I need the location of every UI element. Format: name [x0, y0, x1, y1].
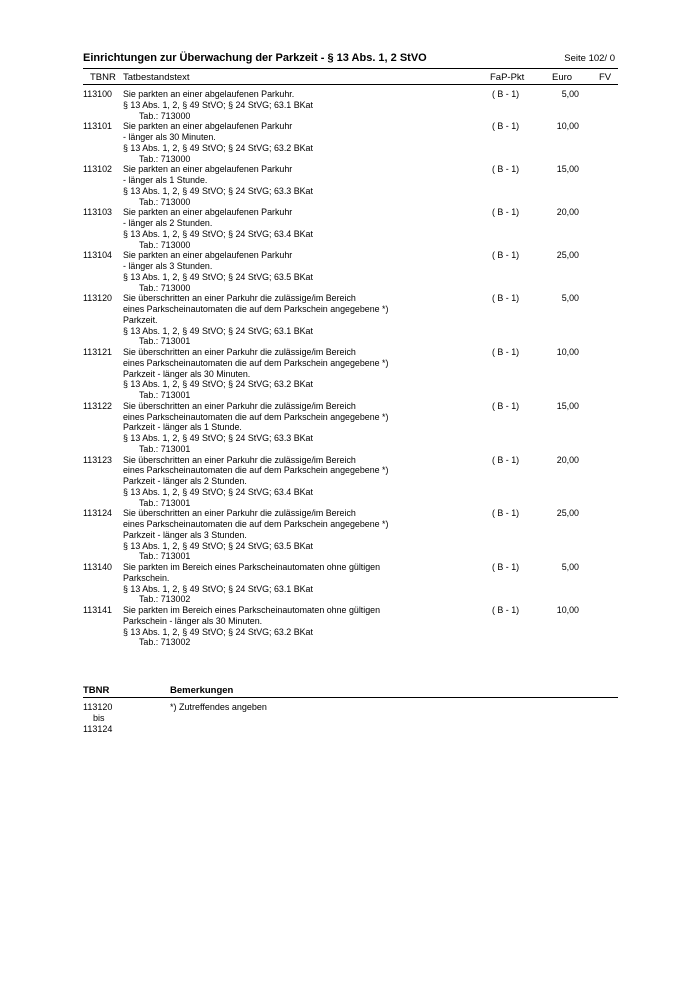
- entry-tbnr: 113121: [83, 347, 112, 357]
- column-header-fv: FV: [599, 72, 612, 83]
- entry-text-line: § 13 Abs. 1, 2, § 49 StVO; § 24 StVG; 63.5 BKat: [123, 540, 313, 551]
- entry-fap-points: ( B - 1): [492, 121, 520, 132]
- entry-text-line: Parkzeit - länger als 2 Stunden.: [123, 476, 247, 486]
- entry-text-line: Sie parkten im Bereich eines Parkscheinautomaten ohne gültigen: [123, 562, 381, 572]
- page-number: Seite 102/ 0: [564, 53, 615, 64]
- entry-text-line: Sie parkten an einer abgelaufenen Parkuhr: [123, 121, 293, 132]
- entry-row: [83, 293, 618, 347]
- entry-fap-points: ( B - 1): [492, 605, 520, 615]
- remarks-text: *) Zutreffendes angeben: [170, 702, 267, 712]
- entry-text: [123, 455, 618, 509]
- entry-row: [83, 347, 618, 401]
- entry-text-line: eines Parkscheinautomaten die auf dem Parkschein angegebene *): [123, 411, 389, 422]
- entry-tab: Tab.: 713002: [139, 594, 191, 605]
- entry-tab: Tab.: 713001: [139, 497, 191, 508]
- entry-text-line: Sie überschritten an einer Parkuhr die zulässige/im Bereich: [123, 293, 356, 304]
- entries-list: [83, 89, 618, 648]
- entry-text-line: - länger als 3 Stunden.: [123, 261, 213, 271]
- entry-text-line: - länger als 2 Stunden.: [123, 218, 213, 228]
- entry-text: [123, 562, 618, 605]
- entry-fap-points: ( B - 1): [492, 400, 520, 411]
- remarks-rule: [83, 697, 618, 698]
- entry-tbnr: 113122: [83, 400, 112, 411]
- entry-text-line: § 13 Abs. 1, 2, § 49 StVO; § 24 StVG; 63.1 BKat: [123, 325, 313, 336]
- entry-euro: 20,00: [556, 207, 579, 218]
- entry-euro: 10,00: [556, 605, 579, 615]
- column-header-fap: FaP-Pkt: [490, 72, 525, 83]
- column-header-text: Tatbestandstext: [123, 72, 190, 83]
- entry-tbnr: 113141: [83, 605, 112, 615]
- entry-tbnr: 113140: [83, 562, 112, 572]
- entry-text: [123, 164, 618, 207]
- entry-tab: Tab.: 713000: [139, 196, 191, 207]
- remarks-range: [83, 702, 112, 734]
- entry-euro: 10,00: [556, 347, 579, 357]
- entry-row: [83, 562, 618, 605]
- entry-row: [83, 89, 618, 121]
- entry-fap-points: ( B - 1): [492, 207, 520, 218]
- entry-text-line: Sie überschritten an einer Parkuhr die zulässige/im Bereich: [123, 347, 356, 357]
- entry-tbnr: 113103: [83, 207, 112, 218]
- entry-text-line: § 13 Abs. 1, 2, § 49 StVO; § 24 StVG; 63.4 BKat: [123, 486, 313, 497]
- header-rule-bottom: [83, 84, 618, 85]
- entry-fap-points: ( B - 1): [492, 508, 520, 519]
- entry-text-line: eines Parkscheinautomaten die auf dem Parkschein angegebene *): [123, 519, 389, 529]
- entry-row: [83, 455, 618, 509]
- entry-text-line: § 13 Abs. 1, 2, § 49 StVO; § 24 StVG; 63.5 BKat: [123, 271, 313, 282]
- page-title: Einrichtungen zur Überwachung der Parkzeit - § 13 Abs. 1, 2 StVO: [83, 52, 427, 64]
- entry-text: [123, 89, 618, 121]
- entry-text: [123, 401, 618, 455]
- entry-tbnr: 113123: [83, 454, 112, 465]
- remarks-header-tbnr: TBNR: [83, 685, 110, 696]
- entry-row: [83, 250, 618, 293]
- entry-text-line: § 13 Abs. 1, 2, § 49 StVO; § 24 StVG; 63.2 BKat: [123, 142, 313, 153]
- entry-euro: 5,00: [561, 89, 579, 99]
- entry-text-line: eines Parkscheinautomaten die auf dem Parkschein angegebene *): [123, 357, 389, 368]
- entry-tbnr: 113100: [83, 89, 112, 99]
- entry-text: [123, 347, 618, 401]
- entry-row: [83, 605, 618, 648]
- entry-fap-points: ( B - 1): [492, 562, 520, 572]
- entry-tab: Tab.: 713000: [139, 239, 191, 250]
- entry-text-line: Parkschein - länger als 30 Minuten.: [123, 615, 263, 626]
- entry-text: [123, 250, 618, 293]
- entry-text-line: Parkschein.: [123, 572, 170, 583]
- entry-row: [83, 207, 618, 250]
- entry-text-line: § 13 Abs. 1, 2, § 49 StVO; § 24 StVG; 63.2 BKat: [123, 626, 313, 637]
- entry-text-line: Sie überschritten an einer Parkuhr die zulässige/im Bereich: [123, 454, 356, 465]
- entry-text: [123, 207, 618, 250]
- entry-fap-points: ( B - 1): [492, 347, 520, 357]
- entry-euro: 25,00: [556, 508, 579, 519]
- entry-text-line: § 13 Abs. 1, 2, § 49 StVO; § 24 StVG; 63.1 BKat: [123, 99, 313, 110]
- entry-fap-points: ( B - 1): [492, 454, 520, 465]
- entry-euro: 15,00: [556, 164, 579, 175]
- entry-text-line: § 13 Abs. 1, 2, § 49 StVO; § 24 StVG; 63.3 BKat: [123, 185, 313, 196]
- entry-text: [123, 605, 618, 648]
- entry-fap-points: ( B - 1): [492, 293, 520, 304]
- entry-tab: Tab.: 713000: [139, 282, 191, 293]
- entry-text-line: Parkzeit - länger als 30 Minuten.: [123, 368, 251, 379]
- entry-text-line: § 13 Abs. 1, 2, § 49 StVO; § 24 StVG; 63.3 BKat: [123, 433, 313, 443]
- column-header-tbnr: TBNR: [90, 72, 116, 83]
- entry-text-line: eines Parkscheinautomaten die auf dem Parkschein angegebene *): [123, 304, 389, 314]
- entry-text: [123, 508, 618, 562]
- entry-text-line: Sie parkten an einer abgelaufenen Parkuhr: [123, 164, 293, 175]
- entry-tab: Tab.: 713000: [139, 110, 191, 121]
- header-rule-top: [83, 68, 618, 69]
- entry-row: [83, 401, 618, 455]
- entry-text-line: Sie parkten im Bereich eines Parkscheinautomaten ohne gültigen: [123, 605, 381, 615]
- entry-tbnr: 113124: [83, 508, 112, 519]
- entry-text-line: Sie parkten an einer abgelaufenen Parkuhr: [123, 207, 293, 218]
- entry-text-line: § 13 Abs. 1, 2, § 49 StVO; § 24 StVG; 63.1 BKat: [123, 583, 313, 594]
- entry-tab: Tab.: 713001: [139, 336, 191, 347]
- entry-text: [123, 293, 618, 347]
- remarks-header-text: Bemerkungen: [170, 685, 234, 696]
- entry-text-line: - länger als 1 Stunde.: [123, 175, 208, 185]
- entry-fap-points: ( B - 1): [492, 250, 520, 261]
- entry-text-line: Sie parkten an einer abgelaufenen Parkuhr.: [123, 89, 295, 99]
- entry-text-line: Sie parkten an einer abgelaufenen Parkuhr: [123, 250, 293, 261]
- entry-text-line: Parkzeit.: [123, 314, 158, 325]
- entry-tbnr: 113101: [83, 121, 112, 132]
- entry-euro: 20,00: [556, 454, 579, 465]
- entry-row: [83, 164, 618, 207]
- entry-fap-points: ( B - 1): [492, 89, 520, 99]
- entry-text-line: - länger als 30 Minuten.: [123, 132, 216, 142]
- entry-text-line: eines Parkscheinautomaten die auf dem Parkschein angegebene *): [123, 465, 389, 476]
- entry-tab: Tab.: 713001: [139, 551, 191, 562]
- entry-tab: Tab.: 713002: [139, 637, 191, 648]
- entry-text-line: Sie überschritten an einer Parkuhr die zulässige/im Bereich: [123, 400, 356, 411]
- entry-text-line: Parkzeit - länger als 3 Stunden.: [123, 529, 247, 540]
- entry-tbnr: 113102: [83, 164, 112, 175]
- remarks-range-start: 113120: [83, 702, 113, 712]
- entry-euro: 25,00: [556, 250, 579, 261]
- entry-row: [83, 121, 618, 164]
- entry-text-line: Parkzeit - länger als 1 Stunde.: [123, 422, 242, 433]
- entry-text: [123, 121, 618, 164]
- entry-euro: 10,00: [556, 121, 579, 132]
- remarks-range-end: 113124: [83, 723, 113, 734]
- entry-tab: Tab.: 713001: [139, 443, 191, 454]
- entry-euro: 5,00: [561, 562, 579, 572]
- entry-euro: 15,00: [556, 400, 579, 411]
- entry-text-line: § 13 Abs. 1, 2, § 49 StVO; § 24 StVG; 63.2 BKat: [123, 379, 313, 390]
- entry-fap-points: ( B - 1): [492, 164, 520, 175]
- entry-euro: 5,00: [561, 293, 579, 304]
- entry-text-line: Sie überschritten an einer Parkuhr die zulässige/im Bereich: [123, 508, 356, 519]
- entry-tbnr: 113104: [83, 250, 112, 261]
- entry-tbnr: 113120: [83, 293, 112, 304]
- remarks-range-bis: bis: [93, 712, 105, 723]
- entry-text-line: § 13 Abs. 1, 2, § 49 StVO; § 24 StVG; 63.4 BKat: [123, 228, 313, 239]
- entry-row: [83, 508, 618, 562]
- entry-tab: Tab.: 713001: [139, 390, 191, 400]
- entry-tab: Tab.: 713000: [139, 153, 191, 164]
- column-header-euro: Euro: [552, 72, 573, 83]
